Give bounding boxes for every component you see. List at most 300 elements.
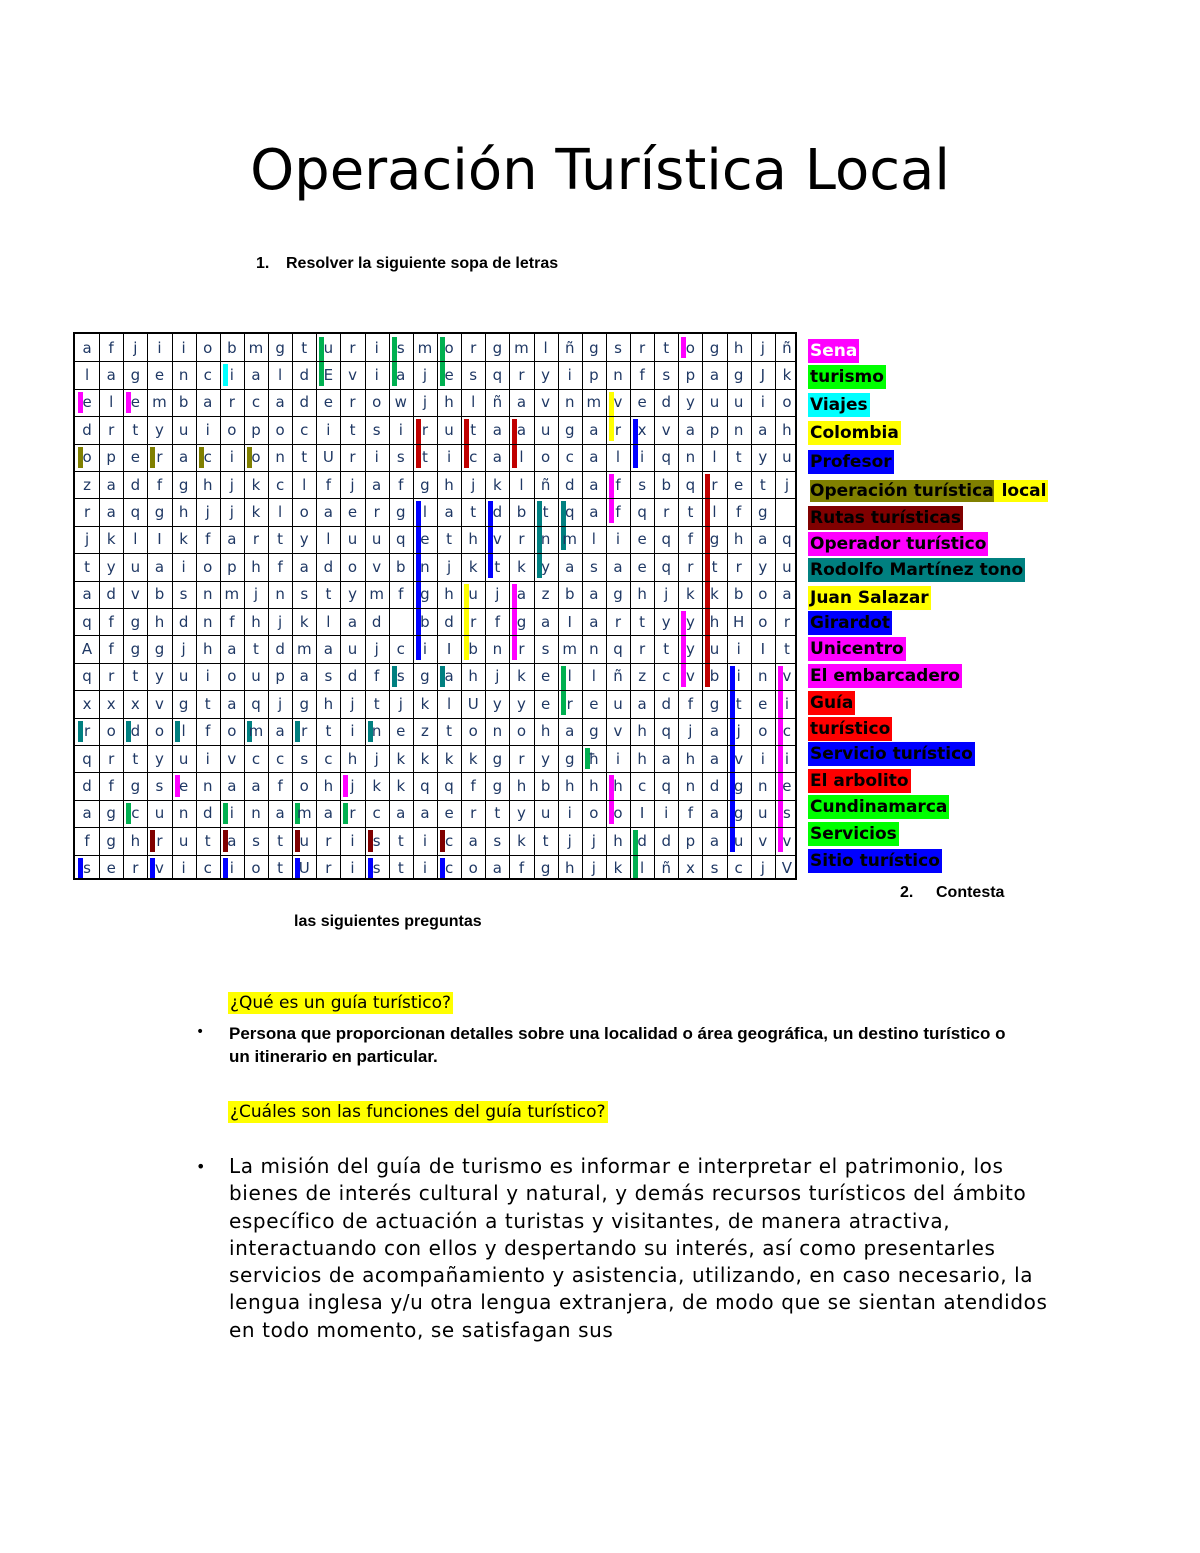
word-list-item [808,795,949,819]
grid-cell: s [372,420,381,439]
grid-cell: s [155,777,164,796]
grid-cell: g [420,585,430,604]
grid-cell: r [108,749,115,768]
grid-cell: n [492,640,503,659]
grid-cell: a [227,530,237,549]
grid-cell: k [420,694,430,713]
grid-cell: y [541,366,551,385]
grid-cell: a [709,804,720,823]
grid-cell: r [470,804,477,823]
grid-cell: i [422,831,427,850]
grid-cell: t [132,667,139,686]
grid-cell: c [300,420,309,439]
grid-cell: j [664,585,669,604]
grid-cell: d [323,557,334,576]
grid-cell: e [396,722,406,741]
grid-cell: t [373,694,380,713]
grid-cell: u [468,585,478,604]
grid-cell: a [106,475,116,494]
grid-cell: h [202,640,213,659]
grid-cell: a [227,694,237,713]
grid-cell: t [446,530,452,549]
grid-cell: j [374,640,379,659]
grid-cell: i [736,667,741,686]
grid-cell: d [299,393,310,412]
grid-cell: t [759,475,766,494]
grid-cell: c [638,777,647,796]
grid-cell: q [82,667,92,686]
grid-cell: e [420,530,430,549]
grid-cell: y [106,557,116,576]
grid-cell: a [203,393,213,412]
grid-cell: h [564,777,575,796]
grid-cell: t [397,859,404,878]
grid-cell: o [251,448,261,467]
word-list-label: Operación turística [810,481,994,501]
grid-cell: a [565,722,575,741]
grid-cell: u [758,804,768,823]
grid-cell: o [541,448,551,467]
grid-cell: u [347,530,358,549]
grid-cell: i [350,831,355,850]
page-title: Operación Turística Local [250,138,950,203]
step-2-continued: las siguientes preguntas [294,913,482,930]
grid-cell: b [396,557,406,576]
grid-cell: h [154,612,165,631]
grid-cell: t [663,338,670,357]
grid-cell: d [661,393,672,412]
grid-cell: q [82,749,92,768]
word-list-label: Viajes [810,395,868,415]
grid-cell: s [372,859,381,878]
grid-cell: l [446,694,452,713]
step-2-text-a: Contesta [936,884,1005,901]
grid-cell: j [422,393,427,412]
grid-cell: b [540,777,551,796]
grid-cell: j [446,557,452,576]
word-list-label: turístico [810,719,891,739]
grid-cell: g [154,640,165,659]
grid-cell: y [155,667,164,686]
grid-cell: n [420,557,430,576]
grid-cell: a [492,448,502,467]
grid-cell: a [709,722,720,741]
grid-cell: g [564,420,575,439]
grid-cell: d [347,667,358,686]
grid-cell: h [251,612,261,631]
grid-cell: i [350,722,355,741]
grid-cell: r [373,503,380,522]
grid-cell: v [155,859,164,878]
grid-cell: t [446,722,452,741]
grid-cell: b [154,585,165,604]
grid-cell: I [446,640,452,659]
word-list-label: Sena [810,341,858,361]
grid-cell: a [227,777,237,796]
grid-cell: i [374,448,379,467]
grid-cell: p [106,448,116,467]
grid-cell: r [735,557,742,576]
grid-cell: y [685,393,695,412]
grid-cell: d [82,777,92,796]
grid-cell: r [83,722,91,741]
grid-cell: u [709,393,720,412]
grid-cell: t [253,640,259,659]
grid-cell: g [758,503,768,522]
grid-cell: j [278,694,283,713]
grid-cell: J [760,366,765,385]
grid-cell: j [591,859,596,878]
grid-cell: ñ [564,338,575,357]
grid-cell: j [784,475,789,494]
grid-cell: n [540,530,551,549]
grid-cell: i [229,859,234,878]
grid-cell: e [444,366,454,385]
grid-cell: k [517,667,526,686]
grid-cell: v [758,831,768,850]
grid-cell: l [133,530,138,549]
grid-cell: u [444,420,454,439]
grid-cell: g [733,804,744,823]
grid-cell: s [469,366,478,385]
grid-cell: s [541,640,550,659]
grid-cell: h [564,859,575,878]
grid-cell: g [275,338,285,357]
grid-cell: u [733,393,744,412]
grid-cell: j [374,749,379,768]
grid-cell: g [178,475,189,494]
grid-cell: r [83,503,91,522]
grid-cell: c [276,475,285,494]
grid-cell: e [540,667,551,686]
grid-cell: t [421,448,428,467]
answer-1: Persona que proporcionan detalles sobre una localidad o área geográfica, un destino turístico o un itinerario en particular. [229,1024,1006,1066]
grid-cell: a [565,557,575,576]
word-list-item [808,586,931,610]
grid-line [75,827,797,828]
grid-cell: a [323,640,333,659]
grid-cell: m [562,530,578,549]
grid-cell: v [782,667,792,686]
grid-cell: i [567,366,572,385]
grid-cell: u [178,420,189,439]
grid-cell: y [541,557,551,576]
grid-cell: d [275,640,285,659]
grid-cell: s [179,585,188,604]
grid-cell: n [733,420,744,439]
grid-cell: j [736,722,741,741]
grid-line [75,855,797,856]
grid-cell: b [420,612,430,631]
grid-cell: a [106,503,116,522]
grid-cell: c [251,393,261,412]
grid-cell: t [132,749,139,768]
grid-cell: j [398,694,403,713]
grid-cell: v [227,749,237,768]
grid-cell: i [784,749,789,768]
grid-cell: t [301,338,308,357]
grid-cell: a [516,585,527,604]
grid-cell: e [637,393,647,412]
grid-cell: f [108,640,114,659]
grid-cell: a [468,831,478,850]
grid-cell: d [371,612,382,631]
grid-cell: t [84,557,90,576]
grid-cell: j [133,338,138,357]
grid-cell: u [154,804,165,823]
grid-cell: n [202,612,213,631]
grid-cell: h [637,722,647,741]
grid-cell: v [155,694,164,713]
grid-cell: r [156,831,163,850]
grid-cell: u [540,804,551,823]
grid-cell: r [132,859,139,878]
grid-cell: d [492,503,503,522]
grid-cell: u [178,749,189,768]
grid-cell: g [106,831,116,850]
grid-cell: f [84,831,90,850]
grid-cell: h [444,475,454,494]
grid-cell: f [470,777,476,796]
grid-cell: g [564,749,575,768]
grid-cell: u [251,667,261,686]
grid-cell: c [469,448,478,467]
grid-cell: i [350,859,355,878]
grid-cell: s [300,585,309,604]
grid-cell: r [156,448,163,467]
grid-cell: H [733,612,745,631]
grid-cell: f [205,530,211,549]
grid-cell: ñ [492,393,503,412]
grid-cell: n [202,585,213,604]
grid-cell: a [323,503,333,522]
grid-cell: z [420,722,429,741]
grid-cell: p [275,667,285,686]
grid-cell: ħ [588,749,600,768]
grid-cell: u [782,448,792,467]
grid-cell: l [181,722,186,741]
grid-cell: j [229,503,234,522]
word-list-item [808,742,975,766]
grid-cell: o [372,393,382,412]
grid-cell: h [685,749,696,768]
grid-cell: y [661,612,671,631]
grid-cell: k [299,612,309,631]
grid-cell: a [420,804,430,823]
grid-cell: r [711,475,718,494]
grid-cell: u [323,338,334,357]
word-list-label: El embarcadero [810,666,960,686]
grid-cell: d [202,804,213,823]
grid-cell: j [495,585,500,604]
grid-cell: i [181,557,186,576]
grid-cell: m [514,338,529,357]
grid-cell: k [251,503,261,522]
grid-cell: g [130,366,141,385]
word-list-item [808,637,906,661]
bullet-2: • [196,1157,206,1176]
grid-cell: e [347,503,358,522]
grid-cell: h [637,749,647,768]
grid-cell: j [205,503,210,522]
grid-cell: a [82,338,92,357]
grid-cell: e [540,694,551,713]
grid-cell: t [735,448,742,467]
grid-cell: y [492,694,502,713]
grid-cell: i [640,448,645,467]
grid-cell: t [783,640,790,659]
grid-cell: r [228,393,235,412]
word-list-item [808,664,962,688]
word-list-item [808,691,855,715]
grid-cell: f [325,475,332,494]
grid-cell: h [782,420,792,439]
grid-cell: o [589,804,599,823]
grid-cell: g [709,694,720,713]
grid-cell: I [760,640,765,659]
grid-cell: h [709,612,720,631]
step-1 [256,255,558,273]
grid-cell: r [349,448,356,467]
grid-cell: s [589,557,598,576]
grid-cell: r [252,530,260,549]
grid-cell: k [686,585,695,604]
grid-cell: g [589,338,599,357]
grid-cell: k [372,777,381,796]
grid-cell: f [108,338,114,357]
grid-cell: l [519,475,524,494]
grid-cell: l [422,503,427,522]
grid-cell: a [589,420,599,439]
grid-cell: o [299,777,309,796]
grid-line [75,416,797,417]
grid-cell: j [567,831,572,850]
grid-cell: l [471,393,476,412]
grid-cell: a [589,448,599,467]
grid-cell: y [685,612,695,631]
grid-cell: s [396,448,405,467]
grid-cell: p [589,366,599,385]
grid-cell: ñ [613,667,623,686]
grid-cell: n [178,366,189,385]
grid-cell: i [374,338,379,357]
grid-cell: t [663,640,670,659]
grid-cell: z [541,585,550,604]
grid-cell: v [130,585,140,604]
grid-cell: h [444,585,454,604]
grid-cell: a [589,612,599,631]
grid-cell: r [108,420,115,439]
grid-line [75,389,797,390]
grid-cell: i [422,859,427,878]
word-list-item [808,365,886,389]
grid-cell: d [709,777,720,796]
grid-cell: n [613,366,623,385]
grid-cell: k [396,777,406,796]
grid-cell: a [589,503,599,522]
grid-cell: n [178,804,189,823]
grid-cell: q [685,475,696,494]
grid-cell: k [179,530,188,549]
grid-cell: j [471,475,476,494]
grid-cell: a [227,831,237,850]
grid-cell: n [202,777,213,796]
grid-cell: o [444,338,454,357]
grid-cell: l [278,503,283,522]
grid-cell: o [154,722,165,741]
grid-cell: w [394,393,407,412]
grid-cell: m [152,393,167,412]
grid-cell: d [299,366,310,385]
grid-cell: h [202,475,213,494]
grid-cell: s [396,667,405,686]
grid-line [75,635,797,636]
grid-cell: d [637,831,647,850]
grid-line [75,581,797,582]
grid-cell: a [589,585,599,604]
grid-cell: r [639,640,646,659]
grid-cell: c [734,859,743,878]
grid-cell: s [783,804,791,823]
grid-cell: q [82,612,92,631]
grid-line [75,526,797,527]
grid-cell: E [323,366,334,385]
grid-cell: a [178,448,189,467]
grid-cell: a [516,420,527,439]
grid-cell: r [614,612,622,631]
grid-cell: o [227,667,237,686]
grid-cell: f [229,612,235,631]
grid-cell: m [296,640,312,659]
grid-cell: a [227,640,237,659]
grid-cell: x [106,694,116,713]
step-2-number: 2. [900,884,914,901]
word-list-label: Sitio turístico [810,851,940,871]
grid-cell: e [637,557,647,576]
grid-cell: a [540,612,551,631]
word-list-label: Servicios [810,824,897,844]
grid-cell: d [130,722,141,741]
grid-cell: h [178,503,189,522]
word-list-label: Profesor [810,452,892,472]
grid-cell: k [106,530,116,549]
grid-cell: c [444,859,454,878]
grid-cell: v [613,722,623,741]
grid-cell: q [661,722,672,741]
grid-cell: i [615,749,621,768]
grid-cell: s [638,475,647,494]
grid-cell: f [687,694,694,713]
grid-cell: j [422,366,427,385]
grid-cell: o [227,420,237,439]
grid-cell: n [685,777,696,796]
grid-cell: q [782,530,792,549]
grid-cell: u [347,640,358,659]
grid-cell: t [639,612,646,631]
grid-cell: a [444,503,454,522]
grid-cell: a [299,667,309,686]
grid-cell: u [540,420,551,439]
grid-cell: k [492,475,502,494]
grid-cell: g [492,338,503,357]
grid-cell: a [82,804,92,823]
grid-line [75,800,797,801]
grid-cell: s [252,831,260,850]
grid-cell: j [760,859,765,878]
word-list-label: Colombia [810,423,899,443]
grid-cell: f [205,722,211,741]
grid-cell: q [492,366,503,385]
